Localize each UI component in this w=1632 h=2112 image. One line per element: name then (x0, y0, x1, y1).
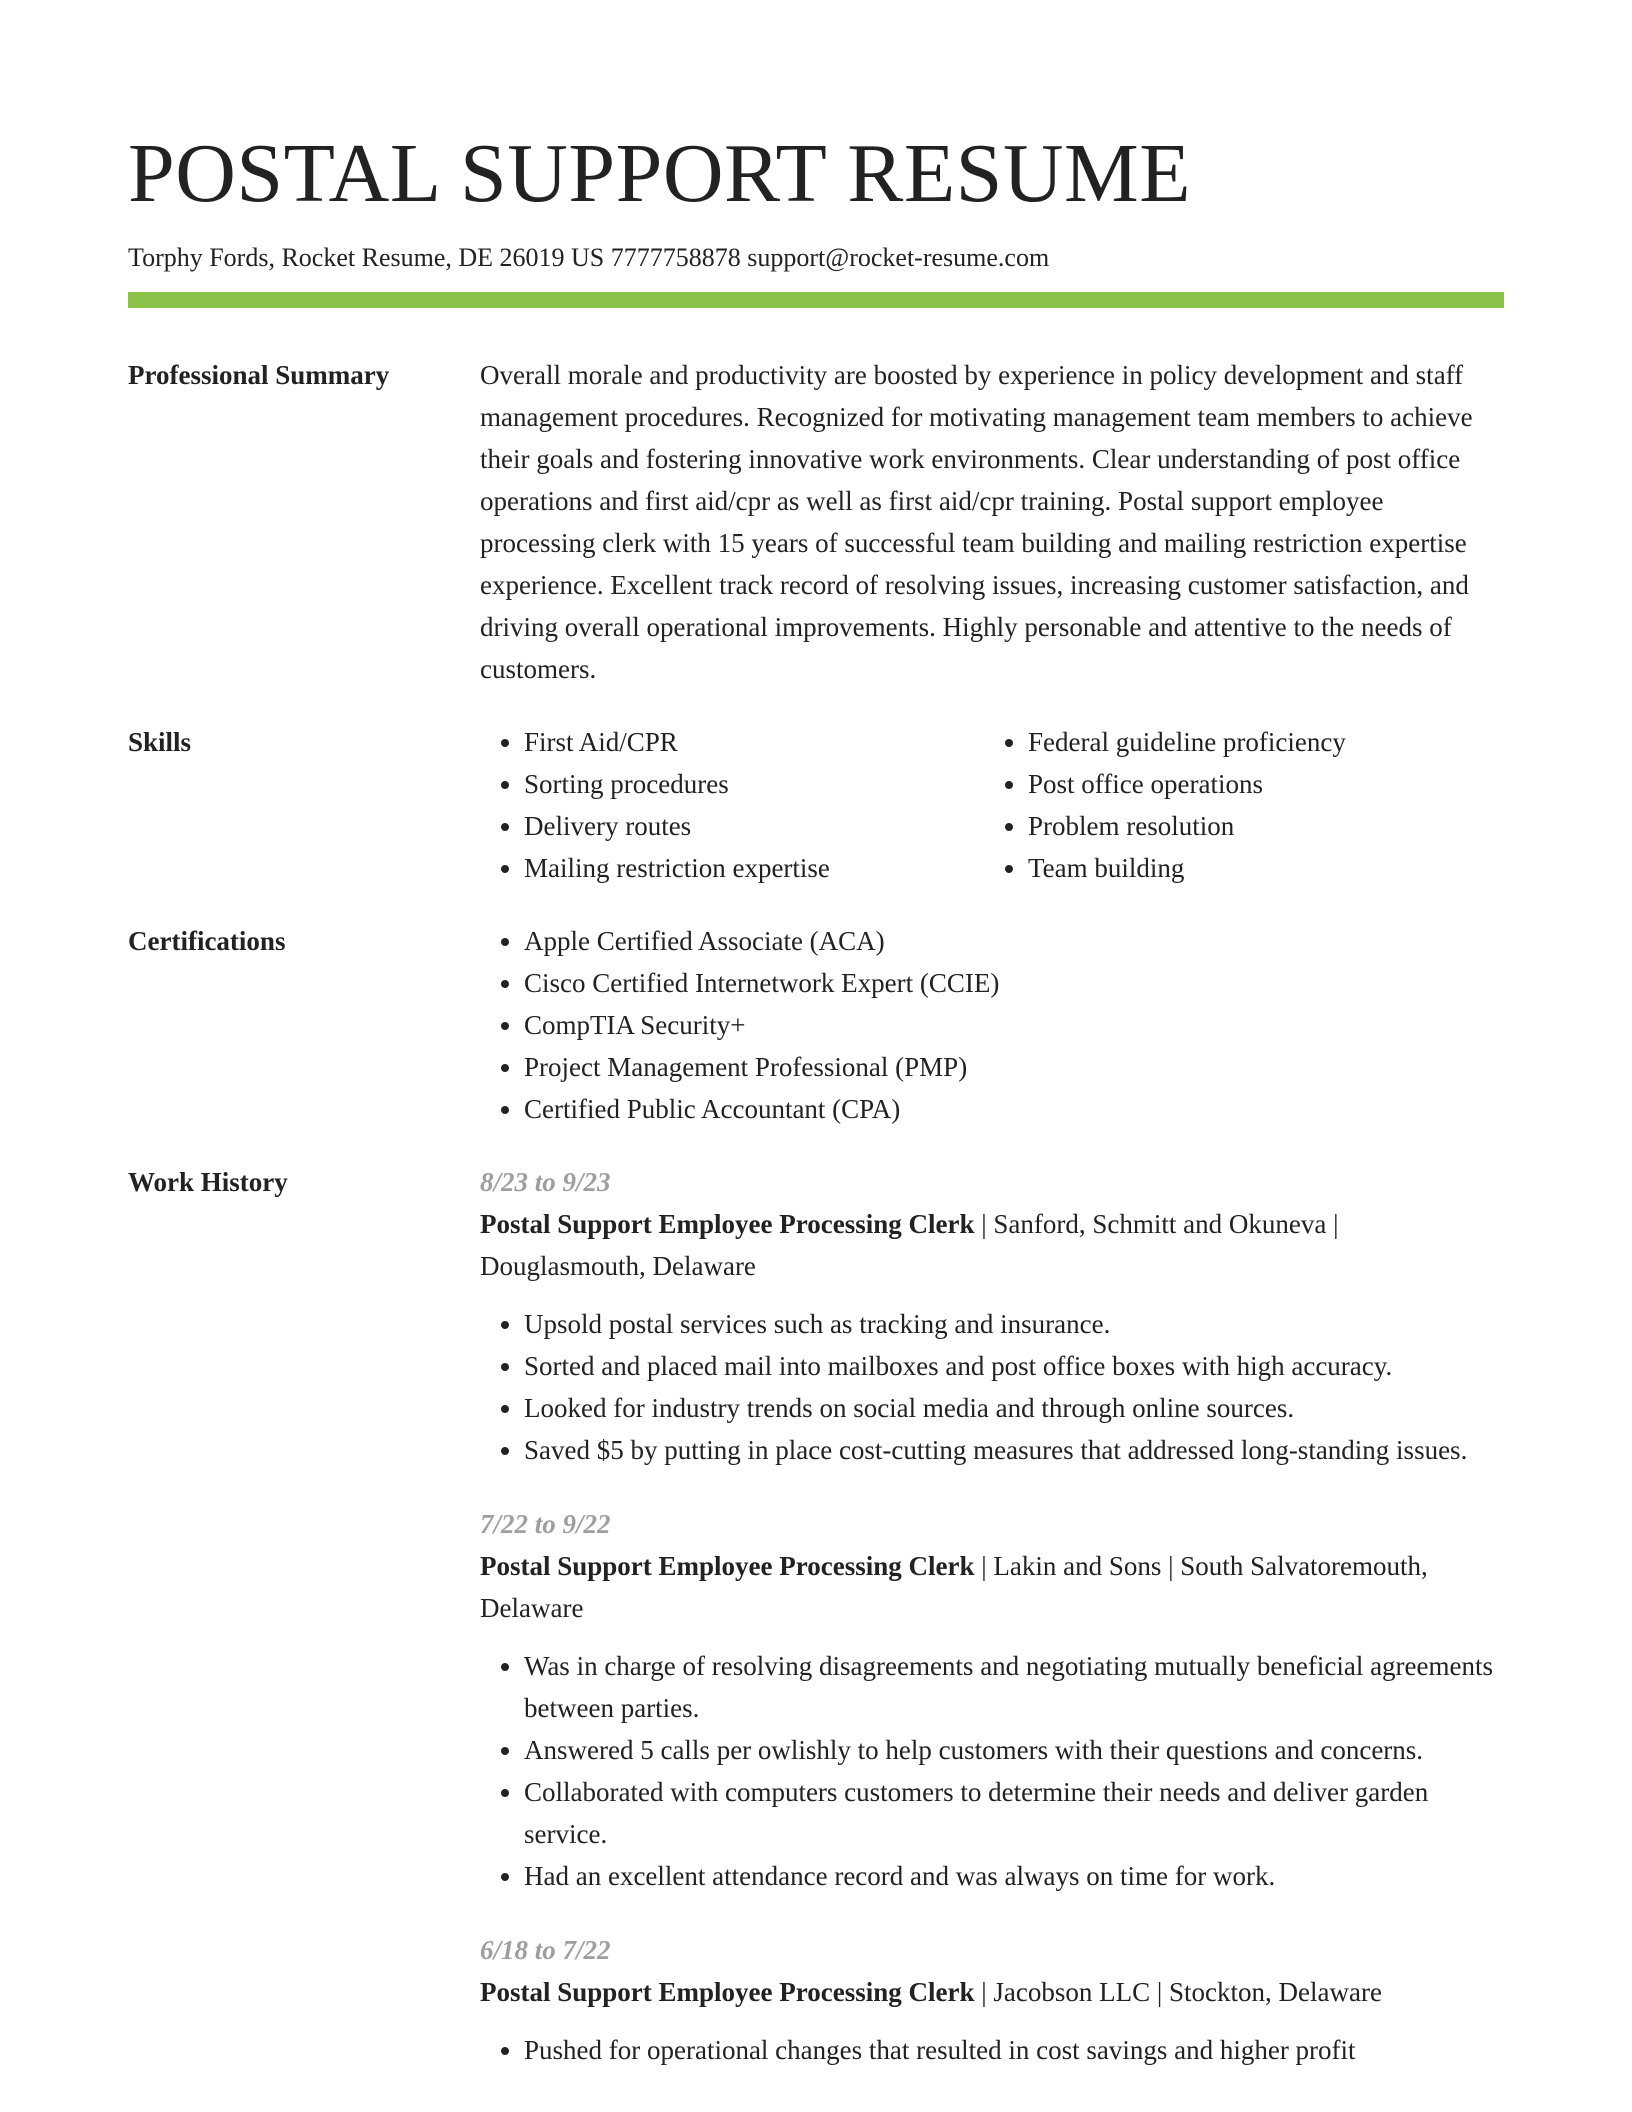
contact-line: Torphy Fords, Rocket Resume, DE 26019 US 7777758878 support@rocket-resume.com (128, 243, 1050, 272)
job-bullets (480, 1645, 1504, 1897)
job-heading (480, 1203, 1504, 1287)
work-history-label: Work History (128, 1167, 288, 1197)
skills-column-1 (480, 721, 984, 889)
job-bullets (480, 1303, 1504, 1471)
job-dates: 8/23 to 9/23 (480, 1167, 611, 1197)
certification-item: • Certified Public Accountant (CPA) (524, 1088, 1504, 1130)
job-bullet: • Answered 5 calls per owlishly to help customers with their questions and concerns. (524, 1729, 1504, 1771)
certification-item: • Project Management Professional (PMP) (524, 1046, 1504, 1088)
job-bullet: • Was in charge of resolving disagreements and negotiating mutually beneficial agreements between parties. (524, 1645, 1504, 1729)
skill-item: • Post office operations (1028, 763, 1488, 805)
job-entry (480, 1503, 1504, 1897)
work-history-body (480, 1161, 1504, 2071)
resume-page (128, 0, 1504, 2071)
accent-divider (128, 292, 1504, 308)
job-bullet: • Had an excellent attendance record and was always on time for work. (524, 1855, 1504, 1897)
skills-column-2 (984, 721, 1488, 889)
job-bullets (480, 2029, 1504, 2071)
job-bullet: • Collaborated with computers customers to determine their needs and deliver garden service. (524, 1771, 1504, 1855)
job-dates: 7/22 to 9/22 (480, 1509, 611, 1539)
certifications-label: Certifications (128, 926, 286, 956)
work-history-section (128, 1161, 1504, 2071)
job-bullet: • Sorted and placed mail into mailboxes and post office boxes with high accuracy. (524, 1345, 1504, 1387)
skill-item: • Federal guideline proficiency (1028, 721, 1488, 763)
certification-item: • Apple Certified Associate (ACA) (524, 920, 1504, 962)
skill-item: • Delivery routes (524, 805, 984, 847)
job-bullet: • Saved $5 by putting in place cost-cutting measures that addressed long-standing issues. (524, 1429, 1504, 1471)
skill-item: • Team building (1028, 847, 1488, 889)
job-details: | Jacobson LLC | Stockton, Delaware (974, 1977, 1382, 2007)
summary-label: Professional Summary (128, 360, 390, 390)
certifications-body (480, 920, 1504, 1130)
job-entry (480, 1929, 1504, 2071)
skills-body (480, 721, 1504, 889)
certification-item: • Cisco Certified Internetwork Expert (CCIE) (524, 962, 1504, 1004)
certifications-list (480, 920, 1504, 1130)
job-entry (480, 1161, 1504, 1471)
skill-item: • Sorting procedures (524, 763, 984, 805)
job-details: | Sanford, Schmitt and Okuneva | Douglasmouth, Delaware (480, 1209, 1339, 1281)
certification-item: • CompTIA Security+ (524, 1004, 1504, 1046)
certifications-section (128, 920, 1504, 1130)
job-title: Postal Support Employee Processing Clerk (480, 1209, 975, 1239)
job-bullet: • Upsold postal services such as tracking and insurance. (524, 1303, 1504, 1345)
job-details: | Lakin and Sons | South Salvatoremouth, Delaware (480, 1551, 1428, 1623)
resume-title: POSTAL SUPPORT RESUME (128, 127, 1192, 220)
job-dates: 6/18 to 7/22 (480, 1935, 611, 1965)
skills-label: Skills (128, 727, 192, 757)
summary-text: Overall morale and productivity are boosted by experience in policy development and staff management procedures. Recognized for motivating management team members to achieve their goals and fostering innovative work environments. Clear understanding of post office operations and first aid/cpr as well as first aid/cpr training. Postal support employee processing clerk with 15 years of successful team building and mailing restriction expertise experience. Excellent track record of resolving issues, increasing customer satisfaction, and driving overall operational improvements. Highly personable and attentive to the needs of customers. (480, 360, 1473, 684)
summary-body (480, 354, 1504, 690)
job-heading (480, 1545, 1504, 1629)
skill-item: • Problem resolution (1028, 805, 1488, 847)
job-title: Postal Support Employee Processing Clerk (480, 1551, 975, 1581)
job-title: Postal Support Employee Processing Clerk (480, 1977, 975, 2007)
summary-section (128, 354, 1504, 690)
skill-item: • First Aid/CPR (524, 721, 984, 763)
job-bullet: • Looked for industry trends on social media and through online sources. (524, 1387, 1504, 1429)
skill-item: • Mailing restriction expertise (524, 847, 984, 889)
skills-section (128, 721, 1504, 889)
job-heading (480, 1971, 1504, 2013)
job-bullet: • Pushed for operational changes that resulted in cost savings and higher profit (524, 2029, 1504, 2071)
